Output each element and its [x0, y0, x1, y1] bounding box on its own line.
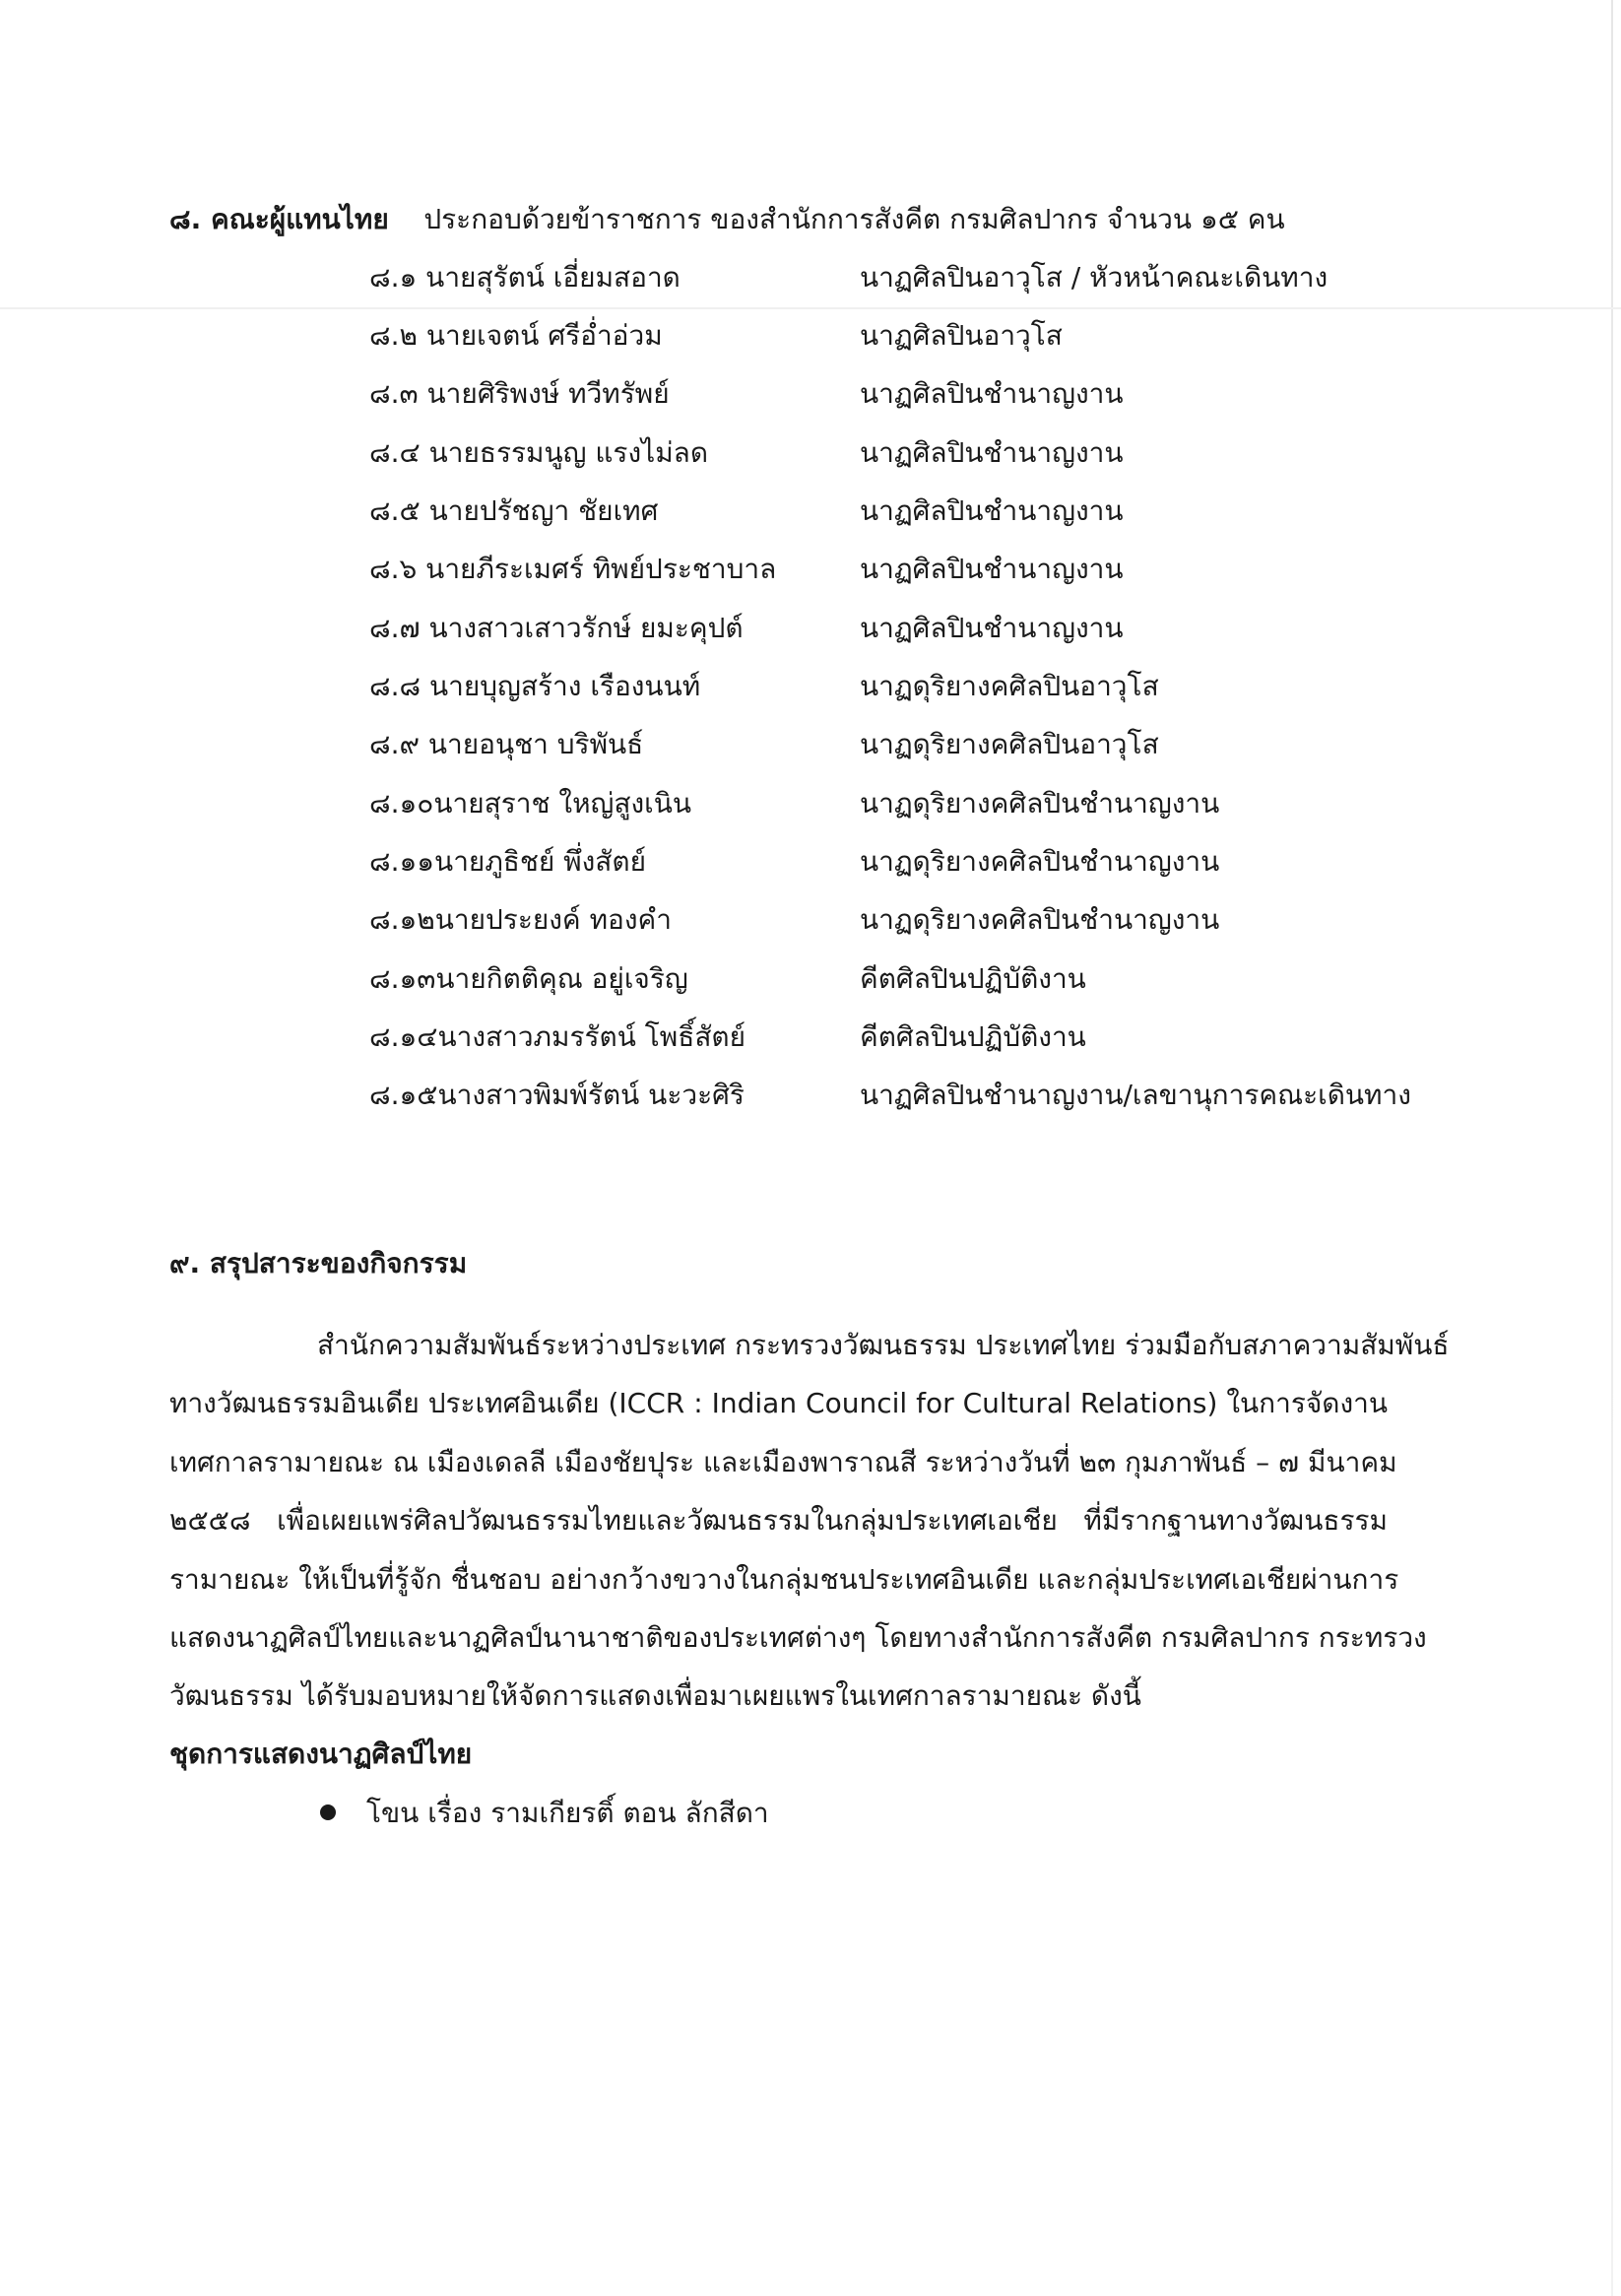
section-8-intro: ประกอบด้วยข้าราชการ ของสำนักการสังคีต กรมศิลปากร จำนวน ๑๕ คน — [423, 203, 1285, 235]
member-name: ๘.๓ นายศิริพงษ์ ทวีทรัพย์ — [369, 377, 670, 410]
section-8-heading: ๘. คณะผู้แทนไทย — [169, 203, 389, 235]
member-role: นาฏศิลปินชำนาญงาน — [860, 436, 1124, 469]
bullet-icon — [320, 1804, 336, 1820]
scan-artifact-line — [0, 307, 1621, 309]
paragraph-line: สำนักความสัมพันธ์ระหว่างประเทศ กระทรวงวัฒนธรรม ประเทศไทย ร่วมมือกับสภาความสัมพันธ์ — [317, 1329, 1450, 1361]
member-name: ๘.๑๒นายประยงค์ ทองคำ — [369, 903, 672, 936]
member-role: นาฏดุริยางคศิลปินชำนาญงาน — [860, 787, 1220, 820]
section-9-heading: ๙. สรุปสาระของกิจกรรม — [169, 1247, 468, 1279]
paragraph-line: ทางวัฒนธรรมอินเดีย ประเทศอินเดีย (ICCR : Indian Council for Cultural Relations) ในการจัดงาน — [169, 1387, 1388, 1419]
member-name: ๘.๑๕นางสาวพิมพ์รัตน์ นะวะศิริ — [369, 1079, 745, 1111]
member-name: ๘.๑๐นายสุราช ใหญ่สูงเนิน — [369, 787, 691, 820]
member-name: ๘.๗ นางสาวเสาวรักษ์ ยมะคุปต์ — [369, 612, 744, 644]
member-name: ๘.๖ นายภีระเมศร์ ทิพย์ประชาบาล — [369, 553, 777, 585]
paragraph-line: แสดงนาฏศิลป์ไทยและนาฏศิลป์นานาชาติของประเทศต่างๆ โดยทางสำนักการสังคีต กรมศิลปากร กระทรวง — [169, 1621, 1427, 1654]
scan-edge-line — [1611, 0, 1613, 2296]
member-name: ๘.๑๑นายภูธิชย์ พึ่งสัตย์ — [369, 845, 646, 878]
member-role: นาฏศิลปินชำนาญงาน/เลขานุการคณะเดินทาง — [860, 1079, 1411, 1111]
member-role: นาฏดุริยางคศิลปินอาวุโส — [860, 728, 1159, 760]
member-name: ๘.๑๔นางสาวภมรรัตน์ โพธิ์สัตย์ — [369, 1020, 746, 1053]
member-name: ๘.๑๓นายกิตติคุณ อยู่เจริญ — [369, 962, 688, 995]
paragraph-line: วัฒนธรรม ได้รับมอบหมายให้จัดการแสดงเพื่อมาเผยแพรในเทศกาลรามายณะ ดังนี้ — [169, 1679, 1141, 1712]
paragraph-line: เทศกาลรามายณะ ณ เมืองเดลลี เมืองชัยปุระ และเมืองพาราณสี ระหว่างวันที่ ๒๓ กุมภาพันธ์ – ๗ มีนาคม — [169, 1446, 1397, 1478]
member-role: คีตศิลปินปฏิบัติงาน — [860, 1020, 1086, 1053]
paragraph-line: ๒๕๕๘ เพื่อเผยแพร่ศิลปวัฒนธรรมไทยและวัฒนธรรมในกลุ่มประเทศเอเชีย ที่มีรากฐานทางวัฒนธรรม — [169, 1504, 1388, 1537]
member-role: นาฏดุริยางคศิลปินชำนาญงาน — [860, 845, 1220, 878]
member-name: ๘.๕ นายปรัชญา ชัยเทศ — [369, 494, 659, 527]
member-name: ๘.๑ นายสุรัตน์ เอี่ยมสอาด — [369, 261, 681, 294]
member-name: ๘.๙ นายอนุชา บริพันธ์ — [369, 728, 644, 760]
member-role: นาฏดุริยางคศิลปินชำนาญงาน — [860, 903, 1220, 936]
member-role: นาฏศิลปินชำนาญงาน — [860, 612, 1124, 644]
member-role: นาฏศิลปินอาวุโส — [860, 319, 1063, 352]
paragraph-line: รามายณะ ให้เป็นที่รู้จัก ชื่นชอบ อย่างกว้างขวางในกลุ่มชนประเทศอินเดีย และกลุ่มประเทศเอเชียผ่านการ — [169, 1563, 1399, 1596]
bullet-item: โขน เรื่อง รามเกียรติ์ ตอน ลักสีดา — [366, 1797, 769, 1829]
member-role: คีตศิลปินปฏิบัติงาน — [860, 962, 1086, 995]
member-role: นาฏศิลปินชำนาญงาน — [860, 377, 1124, 410]
member-name: ๘.๔ นายธรรมนูญ แรงไม่ลด — [369, 436, 709, 469]
performance-subheading: ชุดการแสดงนาฏศิลป์ไทย — [169, 1738, 473, 1770]
member-role: นาฏศิลปินชำนาญงาน — [860, 553, 1124, 585]
member-name: ๘.๒ นายเจตน์ ศรีอ่ำอ่วม — [369, 319, 663, 352]
member-name: ๘.๘ นายบุญสร้าง เรืองนนท์ — [369, 670, 701, 702]
member-role: นาฏศิลปินชำนาญงาน — [860, 494, 1124, 527]
section-8-heading-line — [169, 200, 1285, 239]
member-role: นาฏดุริยางคศิลปินอาวุโส — [860, 670, 1159, 702]
member-role: นาฏศิลปินอาวุโส / หัวหน้าคณะเดินทาง — [860, 261, 1329, 294]
